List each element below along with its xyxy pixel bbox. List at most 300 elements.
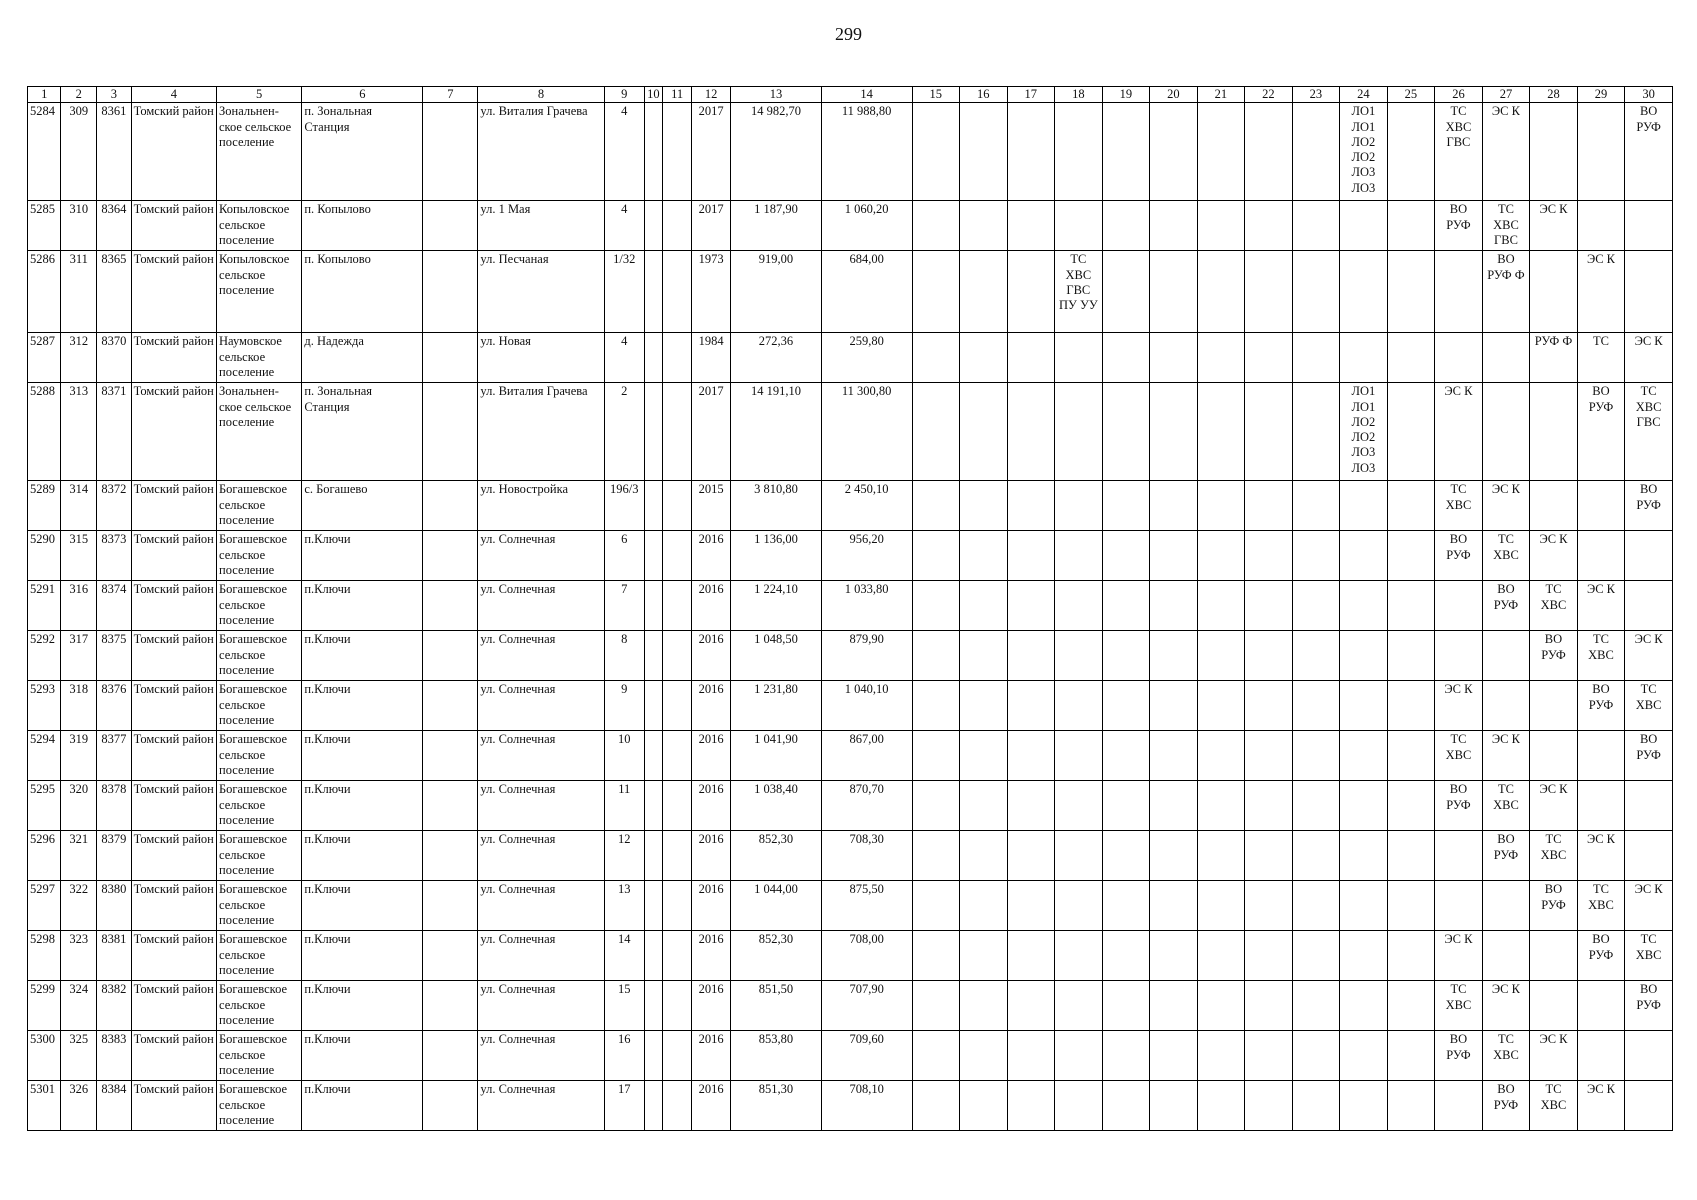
cell-col-14: 707,90 <box>821 981 912 1031</box>
cell-col-2: 316 <box>61 581 97 631</box>
cell-col-3: 8361 <box>97 103 132 201</box>
cell-col-11 <box>663 333 692 383</box>
cell-col-2: 309 <box>61 103 97 201</box>
cell-col-1: 5286 <box>28 251 61 333</box>
cell-col-2: 321 <box>61 831 97 881</box>
cell-col-22 <box>1245 1081 1293 1131</box>
cell-col-17 <box>1007 631 1055 681</box>
cell-col-11 <box>663 581 692 631</box>
cell-col-26: ЭС К <box>1435 383 1483 481</box>
cell-col-23 <box>1292 383 1340 481</box>
column-header-18: 18 <box>1055 87 1103 103</box>
column-header-19: 19 <box>1102 87 1150 103</box>
cell-col-4: Томский район <box>131 731 216 781</box>
cell-col-12: 2016 <box>692 531 731 581</box>
cell-col-26: ЭС К <box>1435 681 1483 731</box>
cell-col-20 <box>1150 931 1198 981</box>
cell-col-19 <box>1102 1081 1150 1131</box>
column-header-8: 8 <box>478 87 604 103</box>
cell-col-7 <box>423 383 478 481</box>
cell-col-22 <box>1245 981 1293 1031</box>
cell-col-14: 2 450,10 <box>821 481 912 531</box>
cell-col-5: Богашевское сельское поселение <box>217 731 302 781</box>
cell-col-15 <box>912 681 960 731</box>
cell-col-11 <box>663 931 692 981</box>
cell-col-21 <box>1197 1031 1245 1081</box>
cell-col-17 <box>1007 981 1055 1031</box>
cell-col-30 <box>1625 581 1673 631</box>
cell-col-2: 313 <box>61 383 97 481</box>
cell-col-27 <box>1482 931 1530 981</box>
cell-col-1: 5297 <box>28 881 61 931</box>
cell-col-23 <box>1292 481 1340 531</box>
cell-col-27 <box>1482 631 1530 681</box>
cell-col-30: ВО РУФ <box>1625 103 1673 201</box>
cell-col-30 <box>1625 1081 1673 1131</box>
cell-col-22 <box>1245 881 1293 931</box>
cell-col-7 <box>423 1081 478 1131</box>
cell-col-6: п. Зональная Станция <box>302 383 423 481</box>
cell-col-2: 320 <box>61 781 97 831</box>
cell-col-13: 852,30 <box>731 831 822 881</box>
table-row <box>28 681 1673 731</box>
column-header-2: 2 <box>61 87 97 103</box>
cell-col-23 <box>1292 931 1340 981</box>
cell-col-18 <box>1055 333 1103 383</box>
cell-col-20 <box>1150 981 1198 1031</box>
cell-col-27 <box>1482 681 1530 731</box>
cell-col-7 <box>423 581 478 631</box>
cell-col-24 <box>1340 731 1388 781</box>
cell-col-18 <box>1055 781 1103 831</box>
cell-col-28 <box>1530 731 1578 781</box>
cell-col-21 <box>1197 631 1245 681</box>
column-header-30: 30 <box>1625 87 1673 103</box>
cell-col-15 <box>912 631 960 681</box>
cell-col-17 <box>1007 931 1055 981</box>
cell-col-2: 310 <box>61 201 97 251</box>
cell-col-25 <box>1387 531 1435 581</box>
cell-col-12: 2016 <box>692 781 731 831</box>
cell-col-4: Томский район <box>131 481 216 531</box>
cell-col-28 <box>1530 931 1578 981</box>
cell-col-12: 2016 <box>692 731 731 781</box>
cell-col-29: ЭС К <box>1577 581 1625 631</box>
cell-col-19 <box>1102 531 1150 581</box>
cell-col-25 <box>1387 681 1435 731</box>
cell-col-24 <box>1340 881 1388 931</box>
cell-col-24 <box>1340 201 1388 251</box>
cell-col-2: 322 <box>61 881 97 931</box>
cell-col-25 <box>1387 1081 1435 1131</box>
cell-col-3: 8384 <box>97 1081 132 1131</box>
cell-col-9: 10 <box>604 731 644 781</box>
cell-col-26: ВО РУФ <box>1435 781 1483 831</box>
cell-col-17 <box>1007 731 1055 781</box>
cell-col-29: ТС ХВС <box>1577 631 1625 681</box>
cell-col-19 <box>1102 681 1150 731</box>
cell-col-23 <box>1292 731 1340 781</box>
cell-col-28 <box>1530 981 1578 1031</box>
cell-col-9: 17 <box>604 1081 644 1131</box>
cell-col-17 <box>1007 1031 1055 1081</box>
cell-col-7 <box>423 681 478 731</box>
cell-col-23 <box>1292 981 1340 1031</box>
cell-col-25 <box>1387 1031 1435 1081</box>
cell-col-5: Богашевское сельское поселение <box>217 831 302 881</box>
cell-col-4: Томский район <box>131 781 216 831</box>
cell-col-17 <box>1007 831 1055 881</box>
cell-col-4: Томский район <box>131 581 216 631</box>
cell-col-1: 5293 <box>28 681 61 731</box>
cell-col-24 <box>1340 481 1388 531</box>
cell-col-23 <box>1292 681 1340 731</box>
cell-col-25 <box>1387 831 1435 881</box>
cell-col-16 <box>960 201 1008 251</box>
table-row <box>28 333 1673 383</box>
cell-col-27: ВО РУФ Ф <box>1482 251 1530 333</box>
cell-col-18 <box>1055 103 1103 201</box>
cell-col-27: ЭС К <box>1482 981 1530 1031</box>
cell-col-19 <box>1102 731 1150 781</box>
column-header-16: 16 <box>960 87 1008 103</box>
cell-col-18 <box>1055 531 1103 581</box>
cell-col-20 <box>1150 731 1198 781</box>
cell-col-19 <box>1102 201 1150 251</box>
cell-col-13: 919,00 <box>731 251 822 333</box>
column-header-21: 21 <box>1197 87 1245 103</box>
cell-col-16 <box>960 103 1008 201</box>
cell-col-20 <box>1150 531 1198 581</box>
cell-col-10 <box>644 531 662 581</box>
cell-col-6: п.Ключи <box>302 1081 423 1131</box>
cell-col-30 <box>1625 831 1673 881</box>
cell-col-27: ВО РУФ <box>1482 1081 1530 1131</box>
cell-col-12: 2016 <box>692 931 731 981</box>
cell-col-22 <box>1245 333 1293 383</box>
cell-col-5: Богашевское сельское поселение <box>217 1031 302 1081</box>
cell-col-27 <box>1482 333 1530 383</box>
cell-col-5: Богашевское сельское поселение <box>217 981 302 1031</box>
cell-col-23 <box>1292 581 1340 631</box>
cell-col-18 <box>1055 831 1103 881</box>
cell-col-12: 2015 <box>692 481 731 531</box>
cell-col-1: 5290 <box>28 531 61 581</box>
cell-col-28: ЭС К <box>1530 781 1578 831</box>
cell-col-8: ул. Солнечная <box>478 981 604 1031</box>
cell-col-6: п.Ключи <box>302 981 423 1031</box>
cell-col-15 <box>912 581 960 631</box>
cell-col-12: 2016 <box>692 831 731 881</box>
cell-col-13: 1 038,40 <box>731 781 822 831</box>
cell-col-4: Томский район <box>131 103 216 201</box>
cell-col-14: 11 988,80 <box>821 103 912 201</box>
cell-col-11 <box>663 103 692 201</box>
cell-col-5: Богашевское сельское поселение <box>217 581 302 631</box>
table-row <box>28 631 1673 681</box>
cell-col-16 <box>960 581 1008 631</box>
column-header-14: 14 <box>821 87 912 103</box>
cell-col-9: 15 <box>604 981 644 1031</box>
cell-col-7 <box>423 481 478 531</box>
cell-col-14: 1 040,10 <box>821 681 912 731</box>
cell-col-17 <box>1007 251 1055 333</box>
cell-col-12: 1973 <box>692 251 731 333</box>
cell-col-22 <box>1245 781 1293 831</box>
cell-col-25 <box>1387 781 1435 831</box>
cell-col-24 <box>1340 931 1388 981</box>
column-header-1: 1 <box>28 87 61 103</box>
cell-col-30 <box>1625 531 1673 581</box>
cell-col-3: 8372 <box>97 481 132 531</box>
cell-col-26: ВО РУФ <box>1435 531 1483 581</box>
cell-col-11 <box>663 881 692 931</box>
column-header-23: 23 <box>1292 87 1340 103</box>
cell-col-24: ЛО1 ЛО1 ЛО2 ЛО2 ЛО3 ЛО3 <box>1340 383 1388 481</box>
cell-col-7 <box>423 781 478 831</box>
cell-col-25 <box>1387 631 1435 681</box>
cell-col-14: 708,30 <box>821 831 912 881</box>
cell-col-7 <box>423 881 478 931</box>
column-header-5: 5 <box>217 87 302 103</box>
cell-col-16 <box>960 631 1008 681</box>
cell-col-20 <box>1150 681 1198 731</box>
cell-col-12: 2016 <box>692 631 731 681</box>
cell-col-15 <box>912 881 960 931</box>
cell-col-27: ТС ХВС <box>1482 531 1530 581</box>
cell-col-25 <box>1387 251 1435 333</box>
cell-col-20 <box>1150 383 1198 481</box>
cell-col-13: 851,30 <box>731 1081 822 1131</box>
cell-col-1: 5300 <box>28 1031 61 1081</box>
cell-col-24: ЛО1 ЛО1 ЛО2 ЛО2 ЛО3 ЛО3 <box>1340 103 1388 201</box>
table-row <box>28 781 1673 831</box>
cell-col-25 <box>1387 581 1435 631</box>
cell-col-9: 4 <box>604 333 644 383</box>
cell-col-16 <box>960 781 1008 831</box>
cell-col-29 <box>1577 731 1625 781</box>
cell-col-8: ул. Солнечная <box>478 581 604 631</box>
cell-col-25 <box>1387 481 1435 531</box>
cell-col-13: 1 041,90 <box>731 731 822 781</box>
cell-col-14: 867,00 <box>821 731 912 781</box>
cell-col-28 <box>1530 681 1578 731</box>
cell-col-24 <box>1340 1031 1388 1081</box>
cell-col-5: Копыловское сельское поселение <box>217 201 302 251</box>
cell-col-12: 2016 <box>692 581 731 631</box>
cell-col-8: ул. Солнечная <box>478 631 604 681</box>
cell-col-26 <box>1435 631 1483 681</box>
cell-col-4: Томский район <box>131 681 216 731</box>
cell-col-16 <box>960 481 1008 531</box>
cell-col-27: ЭС К <box>1482 481 1530 531</box>
cell-col-30: ТС ХВС <box>1625 681 1673 731</box>
cell-col-8: ул. Солнечная <box>478 1081 604 1131</box>
cell-col-11 <box>663 981 692 1031</box>
cell-col-21 <box>1197 831 1245 881</box>
column-header-6: 6 <box>302 87 423 103</box>
cell-col-12: 1984 <box>692 333 731 383</box>
column-header-11: 11 <box>663 87 692 103</box>
cell-col-13: 851,50 <box>731 981 822 1031</box>
column-header-25: 25 <box>1387 87 1435 103</box>
cell-col-26 <box>1435 333 1483 383</box>
cell-col-11 <box>663 1031 692 1081</box>
cell-col-5: Богашевское сельское поселение <box>217 481 302 531</box>
cell-col-3: 8379 <box>97 831 132 881</box>
column-header-13: 13 <box>731 87 822 103</box>
cell-col-29: ЭС К <box>1577 831 1625 881</box>
cell-col-25 <box>1387 931 1435 981</box>
cell-col-18 <box>1055 981 1103 1031</box>
cell-col-16 <box>960 681 1008 731</box>
cell-col-18 <box>1055 481 1103 531</box>
cell-col-2: 318 <box>61 681 97 731</box>
cell-col-14: 956,20 <box>821 531 912 581</box>
cell-col-7 <box>423 931 478 981</box>
cell-col-10 <box>644 481 662 531</box>
cell-col-1: 5284 <box>28 103 61 201</box>
cell-col-28: ЭС К <box>1530 201 1578 251</box>
cell-col-10 <box>644 731 662 781</box>
cell-col-13: 3 810,80 <box>731 481 822 531</box>
cell-col-3: 8375 <box>97 631 132 681</box>
cell-col-21 <box>1197 531 1245 581</box>
cell-col-12: 2017 <box>692 383 731 481</box>
column-header-17: 17 <box>1007 87 1055 103</box>
cell-col-17 <box>1007 481 1055 531</box>
cell-col-25 <box>1387 881 1435 931</box>
cell-col-24 <box>1340 251 1388 333</box>
cell-col-3: 8378 <box>97 781 132 831</box>
cell-col-18 <box>1055 1081 1103 1131</box>
cell-col-28 <box>1530 481 1578 531</box>
cell-col-12: 2017 <box>692 201 731 251</box>
cell-col-17 <box>1007 333 1055 383</box>
cell-col-10 <box>644 981 662 1031</box>
cell-col-15 <box>912 201 960 251</box>
cell-col-17 <box>1007 383 1055 481</box>
cell-col-17 <box>1007 581 1055 631</box>
cell-col-30: ВО РУФ <box>1625 981 1673 1031</box>
cell-col-5: Богашевское сельское поселение <box>217 781 302 831</box>
cell-col-24 <box>1340 781 1388 831</box>
table-row <box>28 251 1673 333</box>
cell-col-26 <box>1435 831 1483 881</box>
cell-col-7 <box>423 251 478 333</box>
cell-col-11 <box>663 631 692 681</box>
cell-col-27: ЭС К <box>1482 731 1530 781</box>
cell-col-9: 13 <box>604 881 644 931</box>
cell-col-13: 1 048,50 <box>731 631 822 681</box>
cell-col-15 <box>912 481 960 531</box>
cell-col-6: п.Ключи <box>302 831 423 881</box>
cell-col-29: ЭС К <box>1577 251 1625 333</box>
cell-col-14: 709,60 <box>821 1031 912 1081</box>
cell-col-1: 5298 <box>28 931 61 981</box>
cell-col-16 <box>960 881 1008 931</box>
cell-col-9: 4 <box>604 201 644 251</box>
cell-col-26: ВО РУФ <box>1435 201 1483 251</box>
cell-col-17 <box>1007 881 1055 931</box>
cell-col-2: 325 <box>61 1031 97 1081</box>
cell-col-15 <box>912 781 960 831</box>
cell-col-30: ТС ХВС <box>1625 931 1673 981</box>
cell-col-17 <box>1007 781 1055 831</box>
cell-col-21 <box>1197 731 1245 781</box>
cell-col-17 <box>1007 201 1055 251</box>
cell-col-4: Томский район <box>131 531 216 581</box>
cell-col-28: ЭС К <box>1530 1031 1578 1081</box>
table-row <box>28 1031 1673 1081</box>
column-header-9: 9 <box>604 87 644 103</box>
cell-col-10 <box>644 781 662 831</box>
cell-col-11 <box>663 731 692 781</box>
cell-col-28: ЭС К <box>1530 531 1578 581</box>
cell-col-8: ул. Солнечная <box>478 681 604 731</box>
cell-col-23 <box>1292 201 1340 251</box>
cell-col-7 <box>423 981 478 1031</box>
cell-col-28: ТС ХВС <box>1530 831 1578 881</box>
cell-col-26: ЭС К <box>1435 931 1483 981</box>
cell-col-9: 196/3 <box>604 481 644 531</box>
cell-col-22 <box>1245 681 1293 731</box>
cell-col-15 <box>912 103 960 201</box>
cell-col-8: ул. Солнечная <box>478 731 604 781</box>
cell-col-30: ЭС К <box>1625 881 1673 931</box>
cell-col-27: ВО РУФ <box>1482 831 1530 881</box>
cell-col-25 <box>1387 383 1435 481</box>
column-header-7: 7 <box>423 87 478 103</box>
cell-col-13: 1 044,00 <box>731 881 822 931</box>
cell-col-23 <box>1292 531 1340 581</box>
cell-col-19 <box>1102 481 1150 531</box>
cell-col-1: 5295 <box>28 781 61 831</box>
cell-col-15 <box>912 1081 960 1131</box>
cell-col-6: п.Ключи <box>302 781 423 831</box>
cell-col-23 <box>1292 831 1340 881</box>
cell-col-4: Томский район <box>131 831 216 881</box>
cell-col-20 <box>1150 201 1198 251</box>
cell-col-6: п. Копылово <box>302 201 423 251</box>
cell-col-2: 317 <box>61 631 97 681</box>
page-number: 299 <box>835 24 862 44</box>
cell-col-22 <box>1245 581 1293 631</box>
cell-col-29: ТС <box>1577 333 1625 383</box>
cell-col-9: 16 <box>604 1031 644 1081</box>
cell-col-1: 5299 <box>28 981 61 1031</box>
cell-col-4: Томский район <box>131 631 216 681</box>
cell-col-3: 8374 <box>97 581 132 631</box>
cell-col-5: Богашевское сельское поселение <box>217 931 302 981</box>
cell-col-13: 272,36 <box>731 333 822 383</box>
column-header-3: 3 <box>97 87 132 103</box>
cell-col-18 <box>1055 731 1103 781</box>
cell-col-7 <box>423 333 478 383</box>
cell-col-18 <box>1055 201 1103 251</box>
cell-col-4: Томский район <box>131 981 216 1031</box>
column-header-20: 20 <box>1150 87 1198 103</box>
cell-col-22 <box>1245 931 1293 981</box>
cell-col-4: Томский район <box>131 931 216 981</box>
cell-col-17 <box>1007 103 1055 201</box>
cell-col-8: ул. Солнечная <box>478 781 604 831</box>
cell-col-30 <box>1625 1031 1673 1081</box>
cell-col-21 <box>1197 1081 1245 1131</box>
cell-col-2: 324 <box>61 981 97 1031</box>
column-number-header <box>28 87 1673 103</box>
cell-col-15 <box>912 981 960 1031</box>
